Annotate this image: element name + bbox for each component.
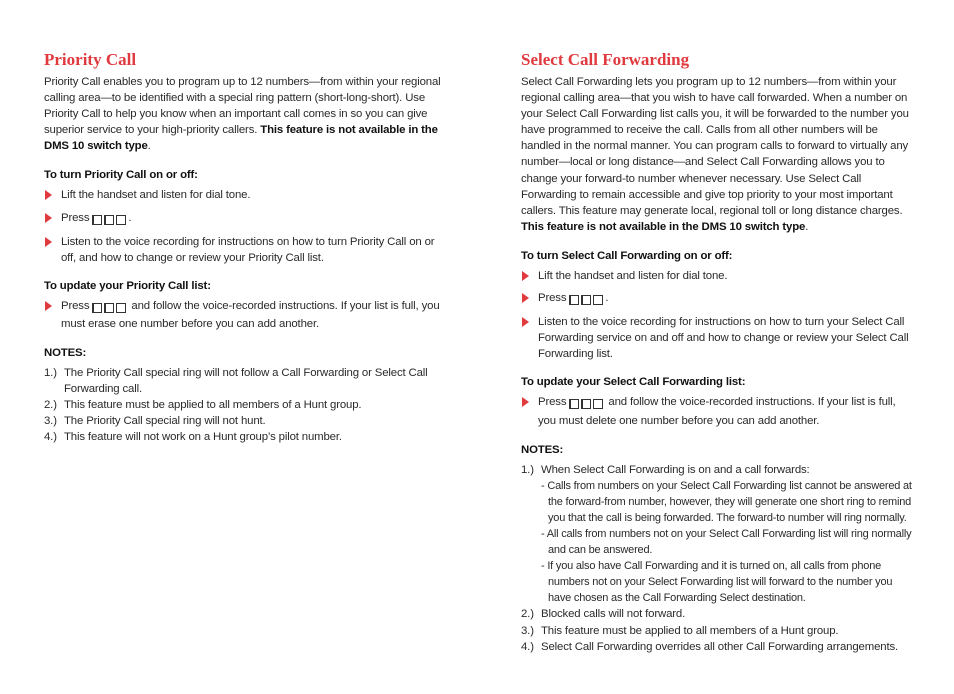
- step-item: [44, 187, 444, 203]
- note-item: [44, 365, 444, 397]
- bullet-arrow-icon: [522, 293, 529, 303]
- note-number: 2.): [521, 608, 534, 621]
- note-text: The Priority Call special ring will not hunt.: [64, 415, 266, 428]
- bullet-arrow-icon: [45, 237, 52, 247]
- sub-note: - Calls from numbers on your Select Call Forwarding list cannot be answered at the forward-from number, however, they will generate one short ring to remind you that the call is being forwarded. The forward-to number will ring normally.: [541, 479, 912, 524]
- bullet-arrow-icon: [45, 213, 52, 223]
- bullet-arrow-icon: [522, 397, 529, 407]
- note-item: [521, 462, 913, 478]
- notes-heading: NOTES:: [44, 347, 87, 360]
- step-item: [44, 210, 444, 228]
- note-item: [44, 397, 444, 413]
- intro-bold-text: This feature is not available in the DMS 10 switch type: [521, 220, 806, 233]
- note-text: Select Call Forwarding overrides all other Call Forwarding arrangements.: [541, 640, 899, 653]
- note-item: [521, 606, 913, 622]
- bullet-arrow-icon: [522, 271, 529, 281]
- note-item: [521, 623, 913, 639]
- intro-paragraph: [521, 74, 913, 235]
- step-item: [44, 298, 444, 332]
- step-text: Lift the handset and listen for dial tone.: [538, 269, 728, 282]
- sub-note: - If you also have Call Forwarding and it is turned on, all calls from phone numbers not on your Select Forwarding list will forward to the number you have chosen as the Call Forwarding Select destination.: [541, 560, 893, 605]
- intro-bold-text: This feature is not available in the DMS 10 switch type: [44, 124, 438, 153]
- step-item: [44, 234, 444, 266]
- intro-text: Priority Call enables you to program up to 12 numbers—from within your regional calling area—to be identified with a special ring pattern (short-long-short). Use Priority Call to help you know when an important call comes in so you can give superior service to your high-priority callers.: [44, 76, 441, 137]
- turn-heading: To turn Priority Call on or off:: [44, 169, 198, 182]
- notes-heading: NOTES:: [521, 443, 564, 456]
- intro-paragraph: [44, 74, 444, 154]
- step-text: and follow the voice-recorded instructions. If your list is full, you must delete one number before you can add another.: [538, 396, 896, 427]
- intro-text: Select Call Forwarding lets you program up to 12 numbers—from within your regional calling area—that you wish to have call forwarded. When a number on your Select Call Forwarding list calls you, it will be forwarded to the number you have programmed to receive the call. Calls from all other numbers will be handled in the normal manner. You can program calls to forward to virtually any number—local or long distance—and Select Call Forwarding allows you to change your forward-to number whenever necessary. Use Select Call Forwarding to remain accessible and give top priority to your most important callers. This feature may generate local, regional toll or long distance charges.: [521, 76, 909, 217]
- note-number: 4.): [521, 640, 534, 653]
- note-text: Blocked calls will not forward.: [541, 608, 686, 621]
- bullet-arrow-icon: [45, 301, 52, 311]
- note-text: This feature must be applied to all members of a Hunt group.: [64, 399, 362, 412]
- update-heading: To update your Select Call Forwarding list:: [521, 376, 746, 389]
- note-text: This feature will not work on a Hunt group’s pilot number.: [64, 431, 342, 444]
- turn-heading: To turn Select Call Forwarding on or off:: [521, 249, 733, 262]
- note-item: [44, 413, 444, 429]
- keypad-keys-icon: [92, 212, 128, 228]
- press-end: .: [605, 292, 609, 305]
- step-item: [521, 290, 913, 308]
- notes-list: [521, 462, 913, 655]
- bullet-arrow-icon: [522, 317, 529, 327]
- note-item: [44, 429, 444, 445]
- note-number: 1.): [521, 463, 534, 476]
- note-number: 2.): [44, 399, 57, 412]
- step-text: and follow the voice-recorded instructions. If your list is full, you must erase one number before you can add another.: [61, 299, 440, 330]
- note-text: The Priority Call special ring will not follow a Call Forwarding or Select Call Forwarding call.: [64, 367, 428, 396]
- step-text: Press: [61, 211, 90, 224]
- intro-end: .: [147, 140, 151, 153]
- press-text: Press: [61, 299, 90, 312]
- sub-note: - All calls from numbers not on your Select Call Forwarding list will ring normally and can be answered.: [541, 527, 912, 557]
- note-number: 3.): [521, 624, 534, 637]
- keypad-keys-icon: [92, 300, 128, 316]
- notes-list: [44, 365, 444, 445]
- intro-end: .: [805, 220, 809, 233]
- note-text: When Select Call Forwarding is on and a call forwards:: [541, 463, 810, 476]
- section-title: Select Call Forwarding: [521, 50, 690, 69]
- note-number: 4.): [44, 431, 57, 444]
- keypad-keys-icon: [569, 292, 605, 308]
- step-text: Press: [538, 292, 567, 305]
- bullet-arrow-icon: [45, 190, 52, 200]
- keypad-keys-icon: [569, 396, 605, 412]
- note-number: 1.): [44, 367, 57, 380]
- update-heading: To update your Priority Call list:: [44, 279, 211, 292]
- step-text: Lift the handset and listen for dial tone.: [61, 189, 251, 202]
- select-call-forwarding-section: [521, 50, 913, 655]
- note-text: This feature must be applied to all members of a Hunt group.: [541, 624, 839, 637]
- step-item: [521, 268, 913, 284]
- press-end: .: [128, 211, 132, 224]
- step-item: [521, 394, 913, 428]
- step-text: Listen to the voice recording for instructions on how to turn your Select Call Forwarding service on and off and how to change or review your Select Call Forwarding list.: [538, 316, 909, 361]
- step-text: Listen to the voice recording for instructions on how to turn Priority Call on or off, and how to change or review your Priority Call list.: [61, 235, 435, 264]
- note-number: 3.): [44, 415, 57, 428]
- step-item: [521, 314, 913, 362]
- note-item: [521, 639, 913, 655]
- press-text: Press: [538, 396, 567, 409]
- priority-call-section: [44, 50, 444, 446]
- section-title: Priority Call: [44, 50, 137, 69]
